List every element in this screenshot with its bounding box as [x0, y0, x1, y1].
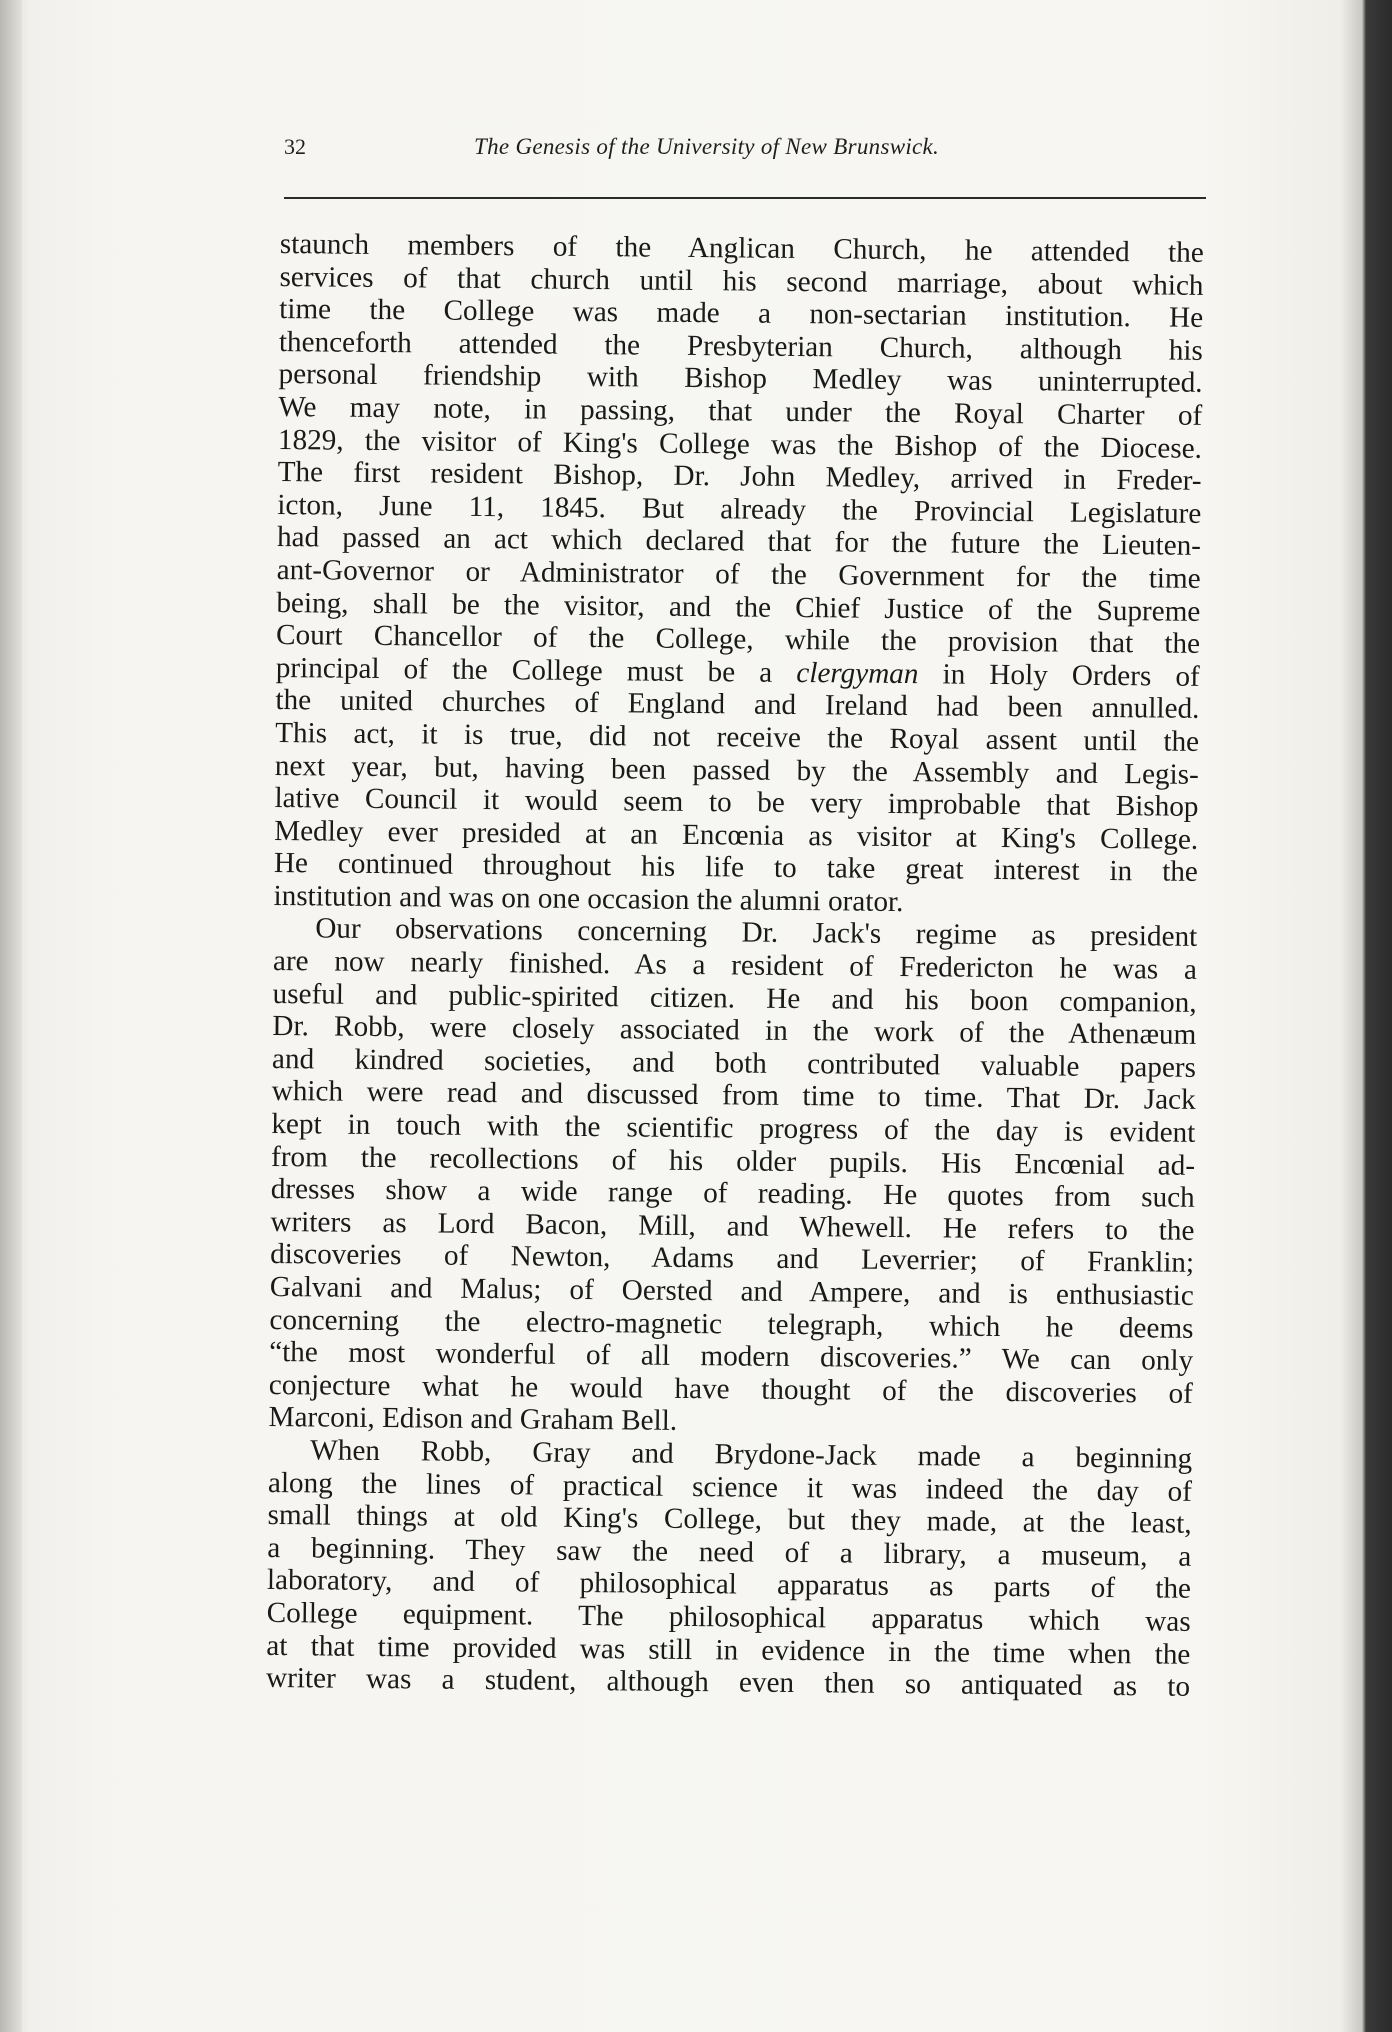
text-line: 1829, the visitor of King's College was the Bishop of the Diocese.: [277, 423, 1203, 465]
header-rule: [284, 197, 1206, 199]
text-line: Dr. Robb, were closely associated in the work of the Athenæum: [272, 1010, 1197, 1052]
body-text: [266, 228, 1204, 1704]
text-line: ant-Governor or Administrator of the Government for the time: [276, 553, 1201, 595]
page-header: [284, 130, 1204, 170]
text-line: are now nearly finished. As a resident of Fredericton he was a: [272, 945, 1198, 986]
text-line: writers as Lord Bacon, Mill, and Whewell. He refers to the: [270, 1205, 1195, 1247]
text-line: from the recollections of his older pupils. His Encœnial ad-: [270, 1140, 1196, 1182]
text-line: “the most wonderful of all modern discoveries.” We can only: [269, 1336, 1194, 1378]
text-line: Court Chancellor of the College, while the provision that the: [275, 619, 1201, 660]
text-line: We may note, in passing, that under the Royal Charter of: [278, 390, 1203, 432]
text-line: at that time provided was still in evidence in the time when the: [266, 1629, 1191, 1671]
text-line: conjecture what he would have thought of the discoveries of: [268, 1368, 1194, 1410]
text-line: lative Council it would seem to be very improbable that Bishop: [274, 782, 1199, 823]
text-line: discoveries of Newton, Adams and Leverrier; of Franklin;: [269, 1238, 1195, 1280]
text-line: the united churches of England and Ireland had been annulled.: [275, 684, 1200, 726]
text-line: Galvani and Malus; of Oersted and Ampere, and is enthusiastic: [269, 1270, 1194, 1312]
italic-word: clergyman: [796, 656, 919, 690]
paragraph-first-line: When Robb, Gray and Brydone-Jack made a beginning: [310, 1434, 1193, 1475]
text-line: Medley ever presided at an Encœnia as visitor at King's College.: [274, 814, 1199, 856]
text-line: icton, June 11, 1845. But already the Provincial Legislature: [277, 488, 1202, 530]
text-line: This act, it is true, did not receive the Royal assent until the: [274, 716, 1200, 758]
text-line: useful and public-spirited citizen. He and his boon companion,: [272, 977, 1197, 1019]
text-line: being, shall be the visitor, and the Chief Justice of the Supreme: [276, 586, 1201, 628]
page-number: 32: [284, 134, 306, 159]
text-line: staunch members of the Anglican Church, he attended the: [279, 228, 1204, 269]
text-line: had passed an act which declared that for the future the Lieuten-: [276, 521, 1202, 563]
text-line: concerning the electro-magnetic telegraph, which he deems: [269, 1303, 1194, 1345]
text-line: writer was a student, although even then so antiquated as to: [265, 1662, 1191, 1703]
running-title: The Genesis of the University of New Brunswick.: [474, 134, 940, 159]
text-line: dresses show a wide range of reading. He quotes from such: [270, 1173, 1195, 1215]
text-line: time the College was made a non-sectarian institution. He: [279, 293, 1204, 335]
text-line: and kindred societies, and both contributed valuable papers: [271, 1042, 1197, 1084]
text-line: next year, but, having been passed by the Assembly and Legis-: [274, 749, 1199, 791]
text-line: kept in touch with the scientific progress of the day is evident: [271, 1107, 1196, 1149]
text-line: along the lines of practical science it was indeed the day of: [267, 1466, 1193, 1508]
text-line: Marconi, Edison and Graham Bell.: [268, 1401, 678, 1438]
text-line: which were read and discussed from time to time. That Dr. Jack: [271, 1075, 1196, 1117]
book-spine-edge: [0, 0, 22, 2032]
text-line: personal friendship with Bishop Medley was uninterrupted.: [278, 358, 1203, 400]
text-run: in Holy Orders of: [918, 657, 1200, 693]
text-line: institution and was on one occasion the alumni orator.: [273, 879, 904, 918]
text-line: services of that church until his second marriage, about which: [279, 260, 1204, 302]
text-line: College equipment. The philosophical apparatus which was: [266, 1596, 1191, 1638]
text-line: small things at old King's College, but they made, at the least,: [267, 1499, 1192, 1540]
text-line: The first resident Bishop, Dr. John Medley, arrived in Freder-: [277, 456, 1202, 498]
text-line: He continued throughout his life to take great interest in the: [273, 847, 1199, 889]
paragraph-first-line: Our observations concerning Dr. Jack's regime as president: [315, 912, 1198, 954]
text-run: principal of the College must be a: [275, 651, 797, 689]
text-line: thenceforth attended the Presbyterian Church, although his: [278, 325, 1204, 367]
text-line: laboratory, and of philosophical apparatus as parts of the: [266, 1564, 1192, 1606]
text-line: a beginning. They saw the need of a library, a museum, a: [267, 1531, 1192, 1573]
